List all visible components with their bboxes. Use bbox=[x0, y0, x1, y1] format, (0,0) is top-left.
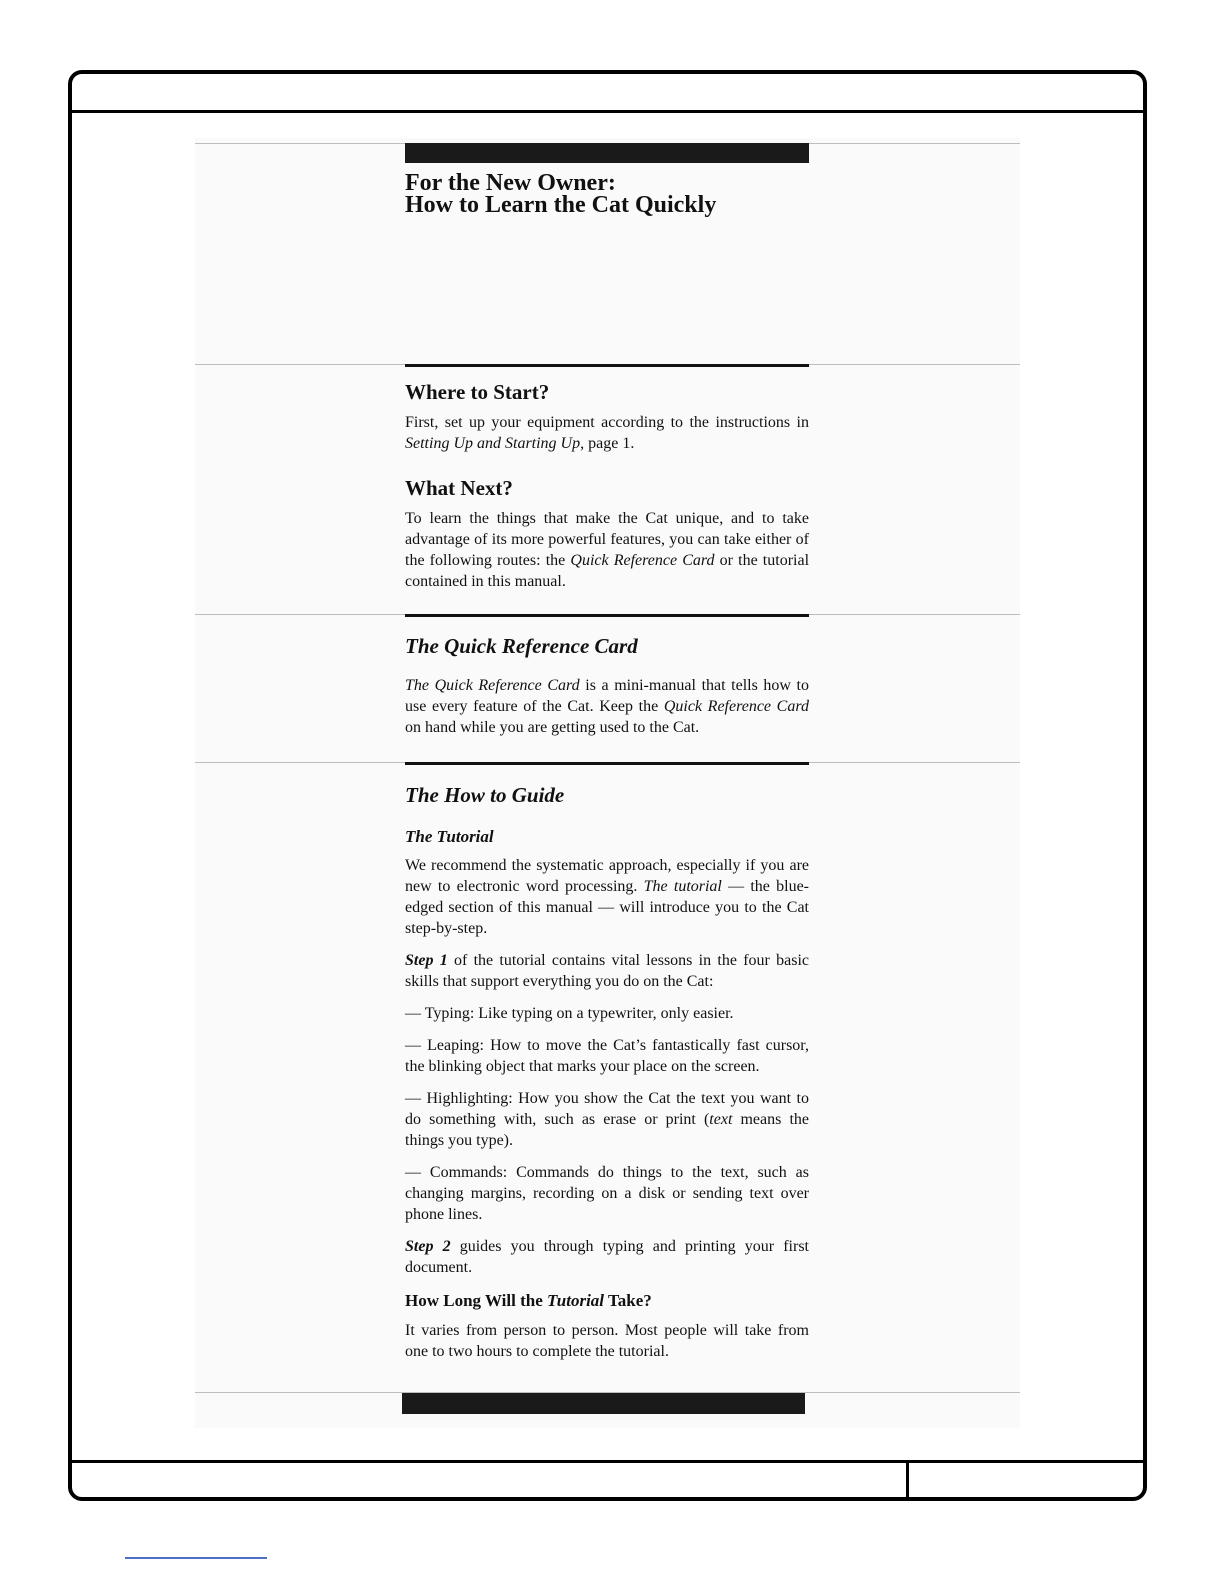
frame-footer-rule bbox=[72, 1460, 1143, 1463]
footer-link-underline bbox=[125, 1557, 267, 1559]
frame-header-rule bbox=[72, 110, 1143, 113]
how-long-text: It varies from person to person. Most people will take from one to two hours to complete the tutorial. bbox=[405, 1322, 809, 1360]
what-next-text: To learn the things that make the Cat unique, and to take advantage of its more powerful features, you can take either of the following routes: the Quick Reference Card or the tutorial contained in this manual. bbox=[405, 510, 810, 590]
skill-commands-text: — Commands: Commands do things to the text, such as changing margins, recording on a disk or sending text over phone lines. bbox=[405, 1164, 809, 1223]
skill-leaping-text: — Leaping: How to move the Cat’s fantastically fast cursor, the blinking object that marks your place on the screen. bbox=[405, 1037, 809, 1075]
section-divider-thick bbox=[405, 614, 809, 617]
title-block bbox=[405, 172, 809, 216]
how-long-heading: How Long Will the Tutorial Take? bbox=[405, 1291, 652, 1310]
how-to-guide-section bbox=[405, 783, 809, 1362]
where-to-start-section bbox=[405, 380, 809, 454]
step-1-text: Step 1 of the tutorial contains vital lessons in the four basic skills that support everything you do on the Cat: bbox=[405, 952, 809, 990]
how-to-guide-heading: The How to Guide bbox=[405, 783, 565, 807]
step-2-text: Step 2 guides you through typing and printing your first document. bbox=[405, 1238, 809, 1276]
section-divider-thick bbox=[405, 762, 809, 765]
quick-reference-text: The Quick Reference Card is a mini-manual that tells how to use every feature of the Cat. Keep the Quick Reference Card on hand while you are getting used to the Cat. bbox=[405, 677, 809, 736]
skill-typing-text: — Typing: Like typing on a typewriter, only easier. bbox=[405, 1005, 734, 1022]
quick-reference-heading: The Quick Reference Card bbox=[405, 634, 638, 658]
bottom-black-bar bbox=[402, 1393, 805, 1414]
setting-up-reference: Setting Up and Starting Up bbox=[405, 435, 581, 452]
quick-reference-card-reference: Quick Reference Card bbox=[570, 552, 715, 569]
frame-footer-divider bbox=[906, 1460, 909, 1497]
where-to-start-heading: Where to Start? bbox=[405, 380, 550, 404]
quick-reference-section bbox=[405, 634, 809, 738]
title-line-1: For the New Owner: bbox=[405, 170, 616, 196]
tutorial-heading: The Tutorial bbox=[405, 827, 494, 846]
where-to-start-text: First, set up your equipment according to the instructions in Setting Up and Starting Up, page 1. bbox=[405, 414, 809, 452]
what-next-section bbox=[405, 476, 809, 592]
title-line-2: How to Learn the Cat Quickly bbox=[405, 192, 717, 218]
skill-highlighting-text: — Highlighting: How you show the Cat the text you want to do something with, such as erase or print (text means the things you type). bbox=[405, 1090, 810, 1149]
section-divider-thick bbox=[405, 364, 809, 367]
tutorial-intro-text: We recommend the systematic approach, especially if you are new to electronic word processing. The tutorial — the blue-edged section of this manual — will introduce you to the Cat step-by-step. bbox=[405, 857, 810, 937]
what-next-heading: What Next? bbox=[405, 476, 513, 500]
top-black-bar bbox=[405, 143, 809, 163]
